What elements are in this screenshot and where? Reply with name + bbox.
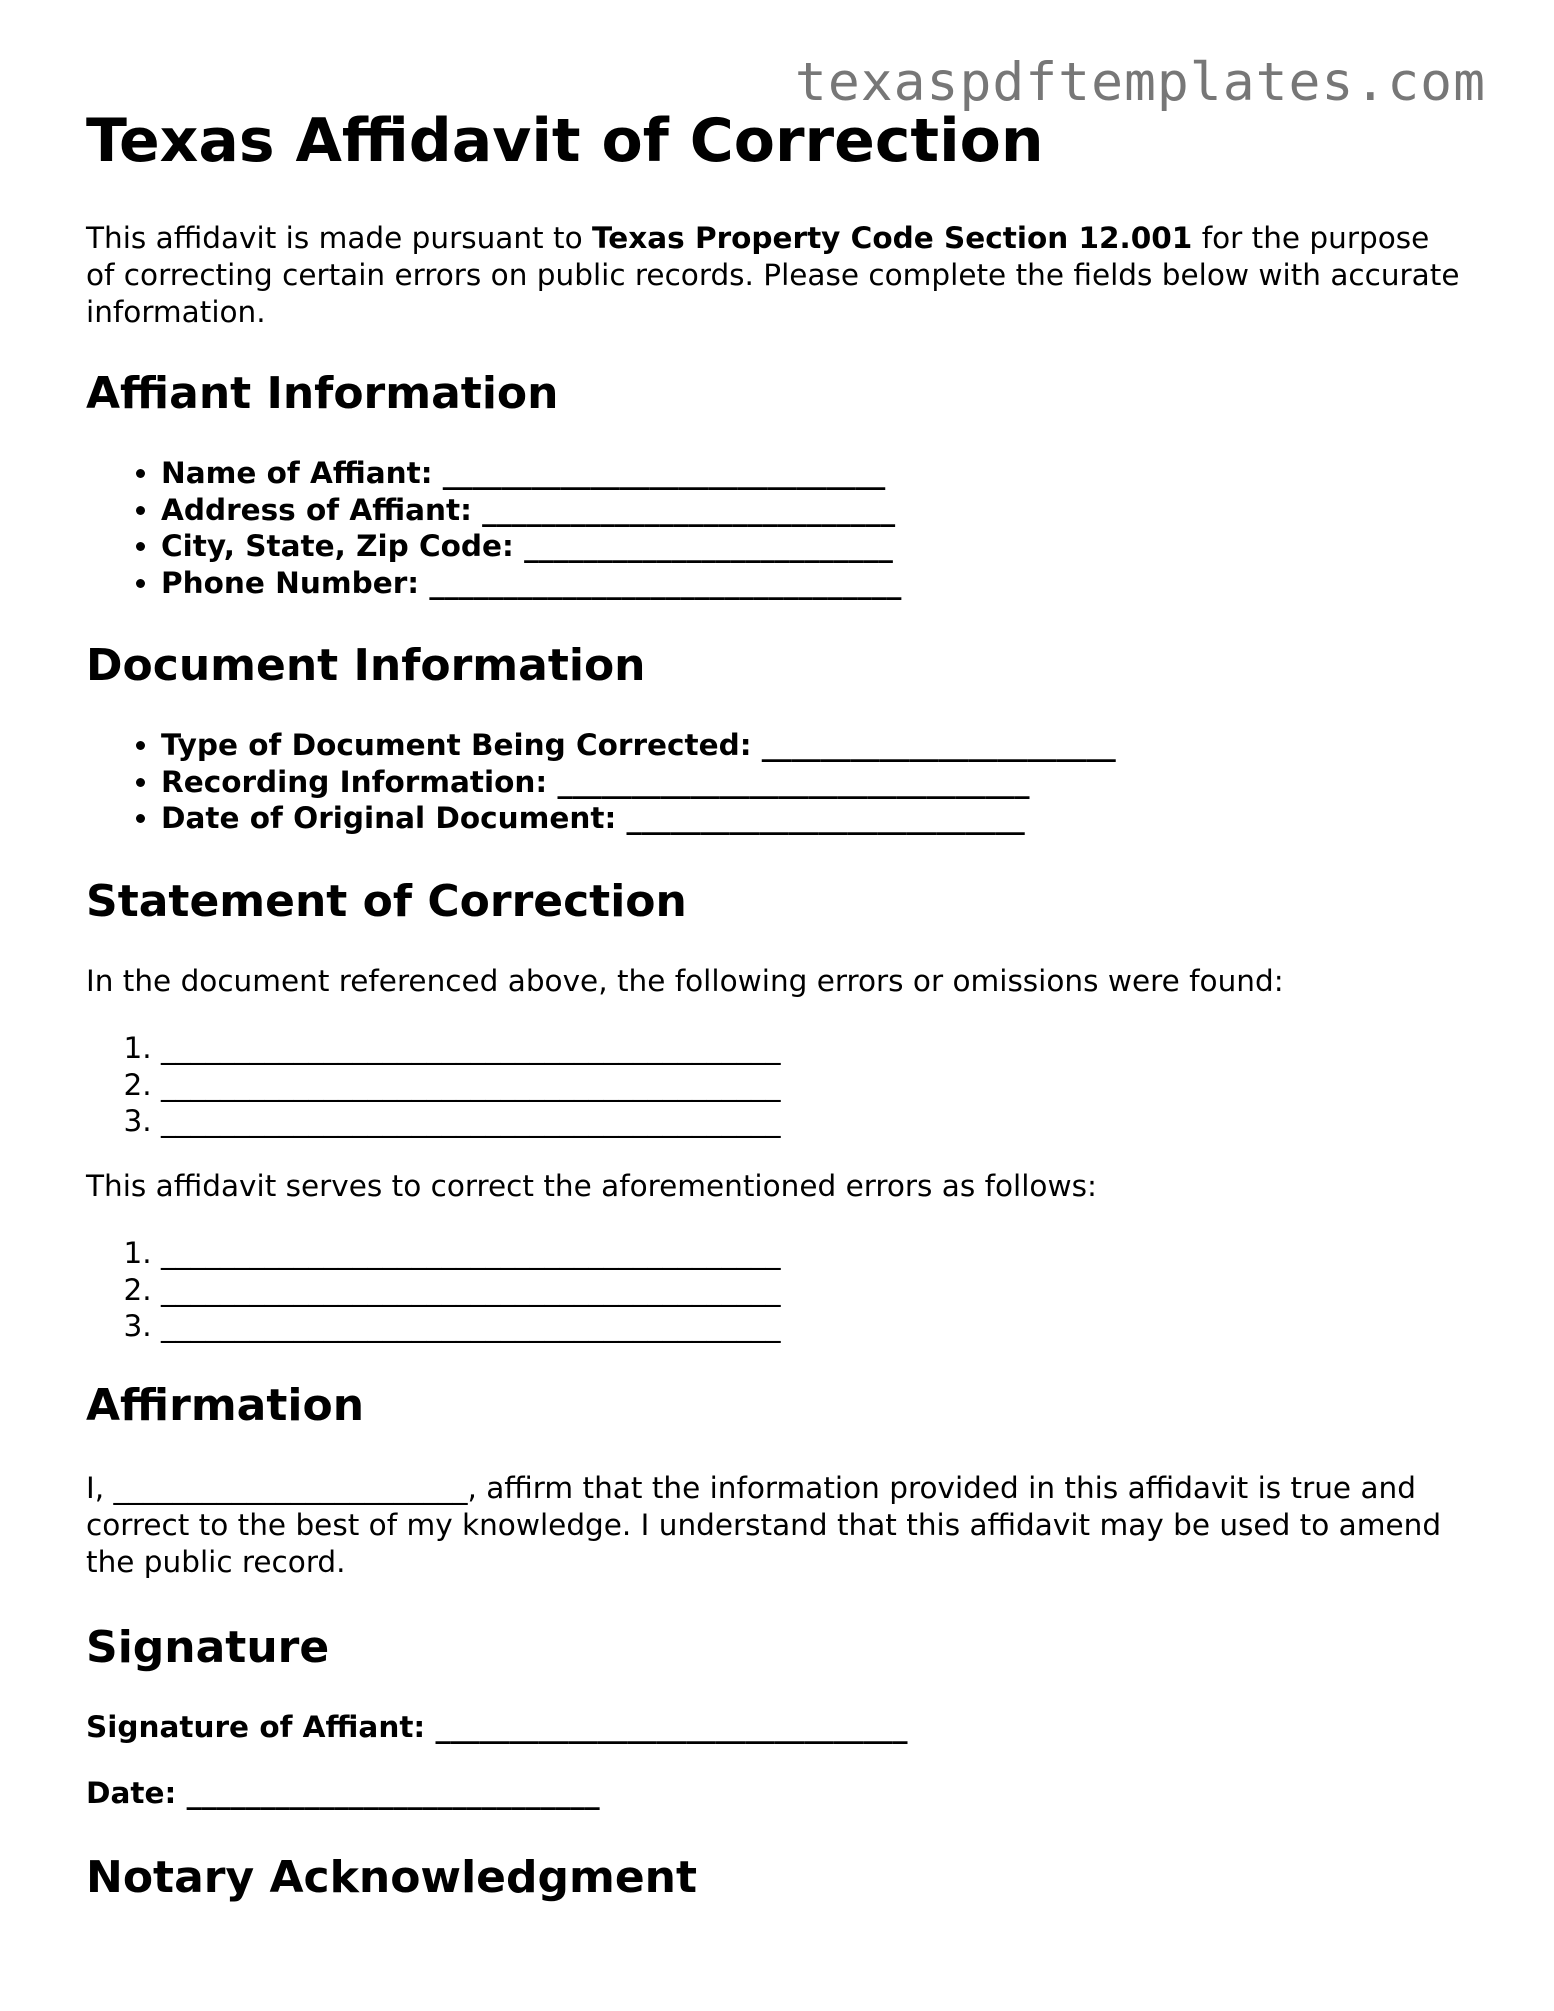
- affiant-name-field[interactable]: • Name of Affiant: ______________________________: [161, 455, 901, 492]
- correction-line-3[interactable]: 3. __________________________________________: [161, 1308, 781, 1345]
- affirmation-heading: Affirmation: [86, 1380, 365, 1431]
- correction-line-2[interactable]: 2. __________________________________________: [161, 1272, 781, 1309]
- affiant-address-field[interactable]: • Address of Affiant: ____________________________: [161, 492, 901, 529]
- intro-statute-reference: Texas Property Code Section 12.001: [592, 221, 1193, 255]
- affiant-phone-field[interactable]: • Phone Number: ________________________________: [161, 565, 901, 602]
- affiant-fields-list: [86, 455, 901, 601]
- notary-heading: Notary Acknowledgment: [86, 1852, 698, 1903]
- intro-text-before: This affidavit is made pursuant to: [86, 221, 592, 255]
- correction-line-1[interactable]: 1. __________________________________________: [161, 1235, 781, 1272]
- document-title: Texas Affidavit of Correction: [86, 106, 1044, 176]
- affiant-city-state-zip-field[interactable]: • City, State, Zip Code: _________________________: [161, 528, 901, 565]
- errors-intro: In the document referenced above, the following errors or omissions were found:: [86, 964, 1284, 998]
- signature-date-field[interactable]: Date: ____________________________: [86, 1776, 600, 1810]
- signature-heading: Signature: [86, 1622, 330, 1673]
- document-info-heading: Document Information: [86, 640, 646, 691]
- intro-paragraph: [86, 220, 1466, 331]
- corrections-intro: This affidavit serves to correct the aforementioned errors as follows:: [86, 1169, 1097, 1203]
- error-line-1[interactable]: 1. __________________________________________: [161, 1030, 781, 1067]
- error-line-3[interactable]: 3. __________________________________________: [161, 1103, 781, 1140]
- watermark: texaspdftemplates.com: [794, 52, 1486, 113]
- intro-text-after: for the purpose of correcting certain errors on public records. Please complete the fields below with accurate information.: [86, 221, 1460, 329]
- recording-info-field[interactable]: • Recording Information: ________________________________: [161, 764, 1116, 801]
- corrections-list: [86, 1235, 781, 1345]
- document-fields-list: [86, 727, 1116, 837]
- affiant-info-heading: Affiant Information: [86, 368, 559, 419]
- statement-heading: Statement of Correction: [86, 876, 687, 927]
- affirmation-text: I, ________________________, affirm that the information provided in this affidavit is true and correct to the best of my knowledge. I understand that this affidavit may be used to amend the public record.: [86, 1471, 1442, 1579]
- errors-list: [86, 1030, 781, 1140]
- signature-of-affiant-field[interactable]: Signature of Affiant: ________________________________: [86, 1710, 908, 1744]
- document-type-field[interactable]: • Type of Document Being Corrected: ________________________: [161, 727, 1116, 764]
- error-line-2[interactable]: 2. __________________________________________: [161, 1067, 781, 1104]
- original-date-field[interactable]: • Date of Original Document: ___________________________: [161, 800, 1116, 837]
